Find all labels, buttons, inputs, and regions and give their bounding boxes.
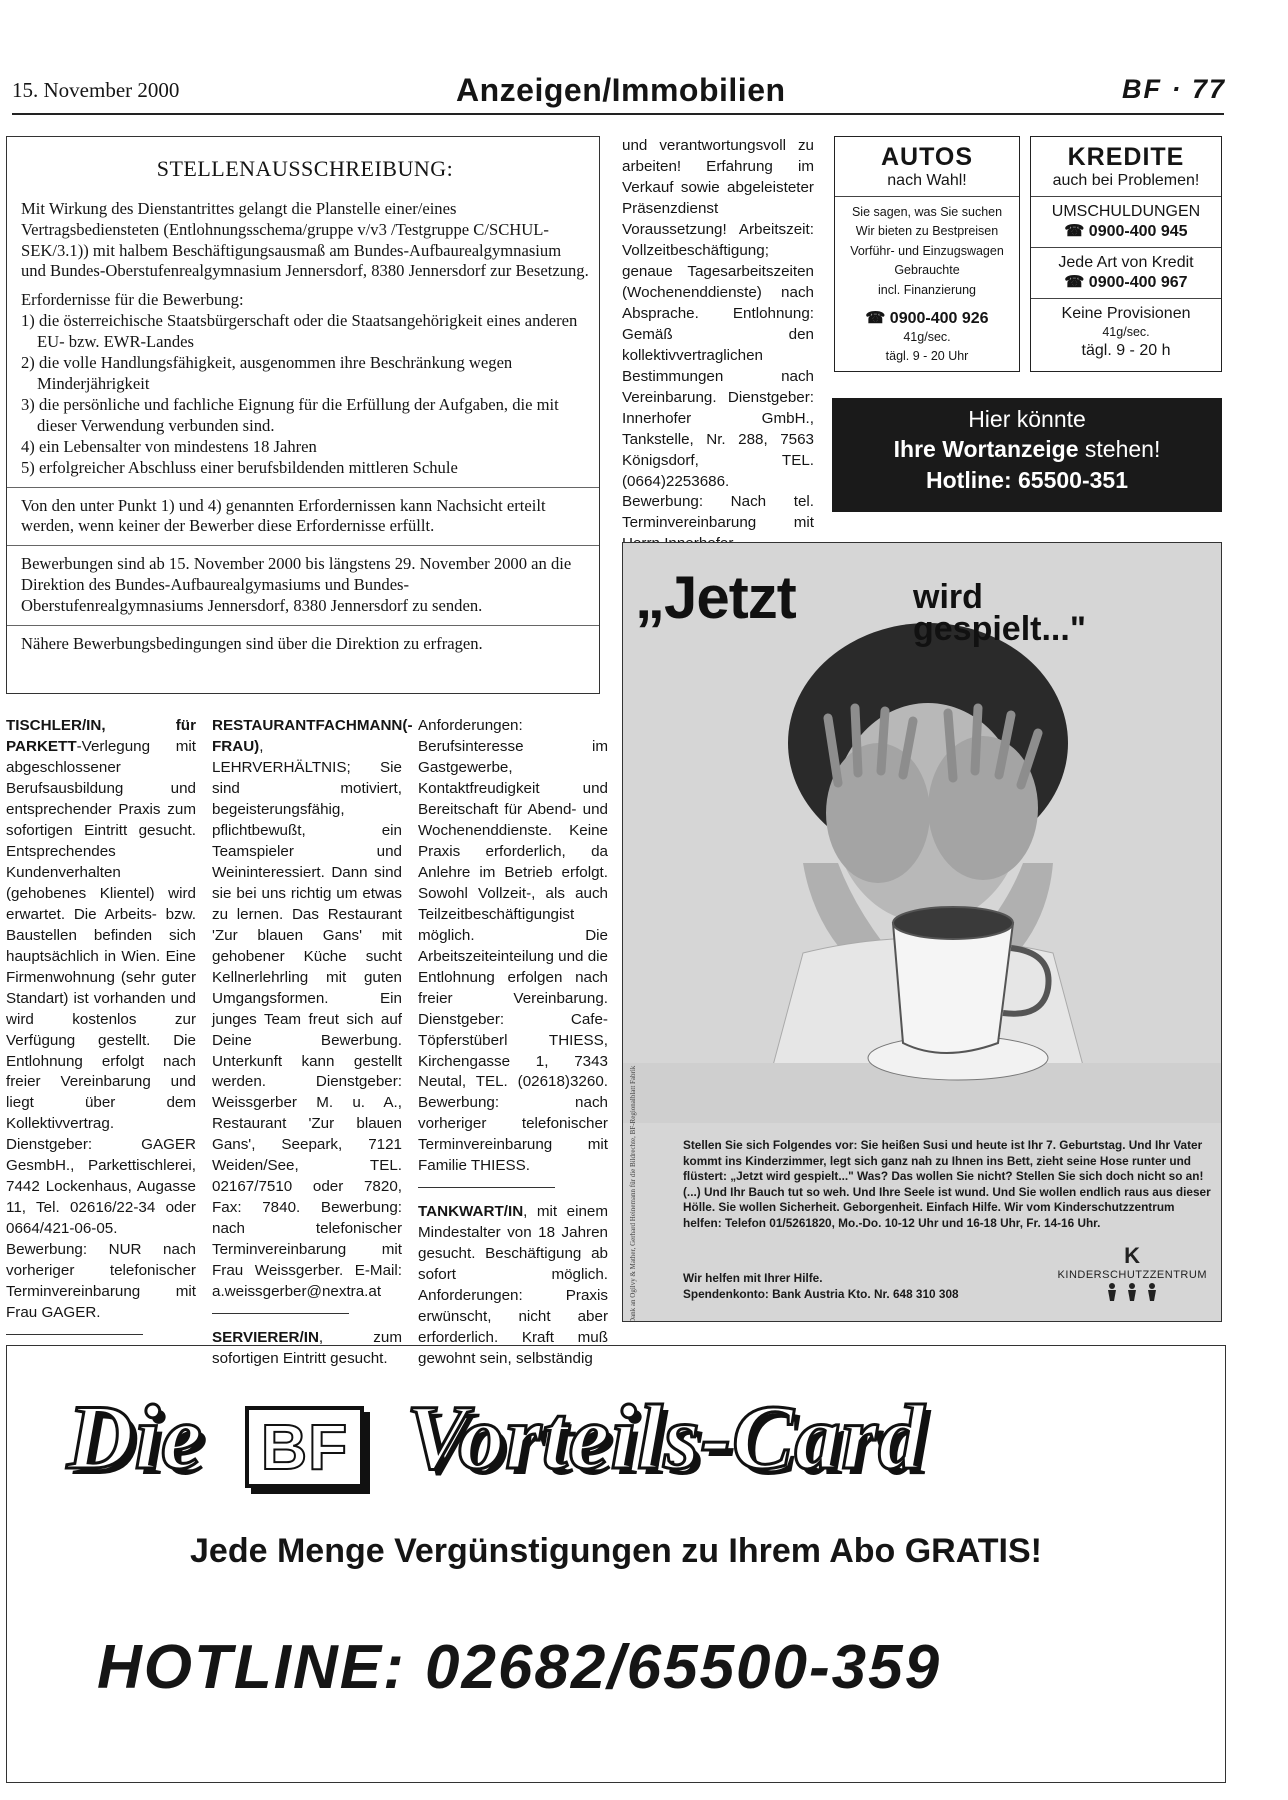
section-title: Anzeigen/Immobilien <box>456 72 786 108</box>
divider <box>1031 247 1221 248</box>
promo-line: Ihre Wortanzeige stehen! <box>893 436 1161 463</box>
job-ad-column-3 <box>418 716 608 1370</box>
issue-date: 15. November 2000 <box>12 78 180 102</box>
divider <box>7 545 599 546</box>
card-hotline: HOTLINE: 02682/65500-359 <box>97 1633 942 1702</box>
kredite-line: Keine Provisionen <box>1061 305 1191 322</box>
divider <box>7 625 599 626</box>
column-rule <box>418 1187 555 1188</box>
requirement-item: 2) die volle Handlungsfähigkeit, ausgenommen ihre Beschränkung wegen Minderjährigkeit <box>21 353 513 393</box>
ad-continuation-text: und verantwortungsvoll zu arbeiten! Erfahrung im Verkauf sowie abgeleisteter Präsenzdienst Voraussetzung! Arbeitszeit: Vollzeitbeschäftigung; genaue Tagesarbeitszeiten (Wochenenddienste) nach Absprache. Entlohnung: Gemäß den kollektivvertraglichen Bestimmungen nach Vereinbarung. Dienstgeber: Innerhofer GmbH., Tankstelle, Nr. 288, 7563 Königsdorf, TEL. (0664)2253686. Bewerbung: Nach tel. Terminvereinbarung mit <box>622 137 814 532</box>
classified-ad-promo <box>832 398 1222 512</box>
requirement-item: 1) die österreichische Staatsbürgerschaft oder die Staatsangehörigkeit eines anderen EU- bzw. EWR-Landes <box>21 311 578 352</box>
card-title: Die BF Vorteils-Card <box>67 1386 926 1488</box>
bf-logo: BF <box>245 1406 364 1488</box>
divider <box>1031 298 1221 299</box>
autos-line: Gebrauchte <box>894 263 960 278</box>
ad-headline: „Jetzt <box>635 564 796 631</box>
autos-line: Wir bieten zu Bestpreisen <box>855 224 999 239</box>
kredite-line: Jede Art von Kredit <box>1058 254 1194 271</box>
waiver-note: Von den unter Punkt 1) und 4) genannten Erfordernissen kann Nachsicht erteilt werden, wenn keiner der Bewerber diese Erfordernisse erfüllt. <box>21 495 546 536</box>
donation-account: Spendenkonto: Bank Austria Kto. Nr. 648 310 308 <box>683 1286 959 1301</box>
autos-line: Sie sagen, was Sie suchen <box>851 205 1003 219</box>
promo-hotline: Hotline: 65500-351 <box>926 466 1128 493</box>
divider <box>835 196 1019 197</box>
vorteils-card-ad <box>6 1345 1226 1783</box>
requirements-list <box>21 311 589 478</box>
autos-title: AUTOS <box>880 143 974 171</box>
kredite-subtitle: auch bei Problemen! <box>1052 172 1200 189</box>
application-note: Bewerbungen sind ab 15. November 2000 bis längstens 29. November 2000 an die Direktion des Bundes-Aufbaurealgymasiums und Bundes-Oberstufenrealgymnasiums Jennersdorf, 8380 Jennersdorf zu senden. <box>21 554 572 616</box>
job-posting-title: STELLENAUSSCHREIBUNG: <box>156 156 454 181</box>
column-rule <box>6 1334 143 1335</box>
donation-slogan: Wir helfen mit Ihrer Hilfe. <box>683 1271 823 1285</box>
kinderschutzzentrum-logo: K KINDERSCHUTZZENTRUM <box>1058 1243 1207 1306</box>
ad-continuation-column <box>622 136 814 580</box>
requirement-item: 3) die persönliche und fachliche Eignung für die Erfüllung der Aufgaben, die mit dieser Verwendung verbunden sind. <box>21 394 559 435</box>
ad-body-text: Stellen Sie sich Folgendes vor: Sie heißen Susi und heute ist Ihr 7. Geburtstag. Und Ihr Vater kommt ins Kinderzimmer, legt sich ganz nah zu Ihnen ins Bett, zieht seine Hose runter und flüstert: „Jetzt wird gespielt..." Was? Das wollen Sie nicht? Stellen Sie sich doch nicht so an! (...) Und Ihr Bauch tut so weh. Und Ihre Seele ist wund. Und Sie wollen endlich raus aus dieser Hölle. Sie wollen Sicherheit. Geborgenheit. Einfach Hilfe. Wir vom Kinderschutzzentrum helfen: Telefon 01/5261820, Mo.-Do. 10-12 Uhr und 16-18 Uhr, Fr. 14-16 Uhr. <box>683 1138 1211 1230</box>
autos-subtitle: nach Wahl! <box>887 172 967 189</box>
column-rule <box>212 1313 349 1314</box>
autos-line: Vorführ- und Einzugswagen <box>850 243 1004 258</box>
kredite-ad <box>1030 136 1222 372</box>
job-ad-column-1 <box>6 716 196 1349</box>
kredite-line: UMSCHULDUNGEN <box>1051 203 1201 220</box>
ad-headline-2: wird gespielt..." <box>913 578 1086 649</box>
header-rule <box>12 113 1224 115</box>
job-ad-restaurantfachmann: RESTAURANTFACHMANN(-FRAU), LEHRVERHÄLTNIS; Sie sind motiviert, begeisterungsfähig, pflichtbewußt, ein Teamspieler und Weininteressiert. Dann sind sie bei uns richtig um etwas zu lernen. Das Restaurant 'Zur blauen Gans' mit gehobener Küche sucht Kellnerlehrling mit guten Umgangsformen. Ein junges Team freut sich auf Deine Bewerbung. Unterkunft kann gestellt werden. Dienstgeber: Weissgerber M. u. A., Restaurant 'Zur blauen Gans', Seepark, 7121 Weiden/See, TEL. 02167/7510 oder 7820, Fax: 7840. Bewerbung: nach telefonischer Terminvereinbarung mit Frau Weissgerber. E-Mail: a.weissgerber@nextra.at <box>212 717 413 1301</box>
ad-footer <box>683 1271 1103 1302</box>
job-posting-intro: Mit Wirkung des Dienstantrittes gelangt die Planstelle einer/eines Vertragsbediensteten (Entlohnungsschema/gruppe v/v3 /Testgruppe C/SCHUL-SEK/3.1)) mit halbem Beschäftigungsausmaß am Bundes-Aufbaurealgymnasium und Bundes-Oberstufenrealgymnasium Jennersdorf, 8380 Jennersdorf zur Besetzung. <box>21 198 589 281</box>
job-ad-gastgewerbe: Anforderungen: Berufsinteresse im Gastgewerbe, Kontaktfreudigkeit und Bereitschaft für Abend- und Wochenenddienste. Keine Praxis erforderlich, da Anlehre im Betrieb erfolgt. Sowohl Vollzeit-, als auch Teilzeitbeschäftigungist möglich. Die Arbeitszeiteinteilung und die Entlohnung erfolgen nach freier Vereinbarung. Dienstgeber: Cafe-Töpferstüberl THIESS, Kirchengasse 1, 7343 Neutal, TEL. (02618)3260. Bewerbung: nach vorheriger telefonischer Terminvereinbarung mit Familie THIESS. <box>418 717 608 1175</box>
promo-line: Hier könnte <box>968 406 1086 432</box>
requirements-heading: Erfordernisse für die Bewerbung: <box>21 290 244 310</box>
requirement-item: 4) ein Lebensalter von mindestens 18 Jahren <box>21 436 317 456</box>
kinderschutz-ad <box>622 542 1222 1322</box>
page-number: BF · 77 <box>1121 74 1226 104</box>
autos-phone: ☎ 0900-400 926 <box>865 309 989 327</box>
divider <box>7 487 599 488</box>
autos-ad <box>834 136 1020 372</box>
job-ad-tischler: TISCHLER/IN, für PARKETT-Verlegung mit abgeschlossener Berufsausbildung und entsprechender Praxis zum sofortigen Eintritt gesucht. Entsprechendes Kundenverhalten (gehobenes Klientel) wird erwartet. Die Arbeits- bzw. Baustellen befinden sich hauptsächlich in Wien. Eine Firmenwohnung (sehr guter Standart) ist vorhanden und wird kostenlos zur Verfügung gestellt. Die Entlohnung erfolgt nach freier Vereinbarung und liegt über dem Kollektivvertrag. Dienstgeber: GAGER GesmbH., Parkettischlerei, 7442 Lockenhaus, Augasse 11, Tel. 02616/22-34 oder 0664/421-06-05. Bewerbung: NUR nach vorheriger telefonischer Terminvereinbarung mit Frau GAGER. <box>6 717 196 1322</box>
kredite-phone: ☎ 0900-400 945 <box>1064 223 1188 240</box>
job-posting-box <box>6 136 600 694</box>
divider <box>1031 196 1221 197</box>
job-ad-servierer: SERVIERER/IN, zum sofortigen Eintritt gesucht. <box>212 1329 402 1368</box>
job-ad-column-2 <box>212 716 413 1370</box>
kredite-hours: tägl. 9 - 20 h <box>1081 342 1171 360</box>
autos-rate: 41g/sec. <box>903 329 951 344</box>
requirement-item: 5) erfolgreicher Abschluss einer berufsbildenden mittleren Schule <box>21 457 458 477</box>
autos-line: incl. Finanzierung <box>878 282 976 297</box>
card-subtitle: Jede Menge Vergünstigungen zu Ihrem Abo GRATIS! <box>190 1532 1042 1570</box>
job-ad-tankwart: TANKWART/IN, mit einem Mindestalter von 18 Jahren gesucht. Beschäftigung ab sofort möglich. Anforderungen: Praxis erwünscht, nicht aber erforderlich. Kraft muß gewohnt sein, selbständig <box>418 1203 608 1368</box>
people-icon <box>1102 1281 1162 1303</box>
kredite-rate: 41g/sec. <box>1102 325 1150 339</box>
kredite-title: KREDITE <box>1067 143 1185 171</box>
autos-hours: tägl. 9 - 20 Uhr <box>885 349 969 364</box>
more-info-note: Nähere Bewerbungsbedingungen sind über die Direktion zu erfragen. <box>21 634 483 654</box>
kredite-phone: ☎ 0900-400 967 <box>1064 274 1188 291</box>
